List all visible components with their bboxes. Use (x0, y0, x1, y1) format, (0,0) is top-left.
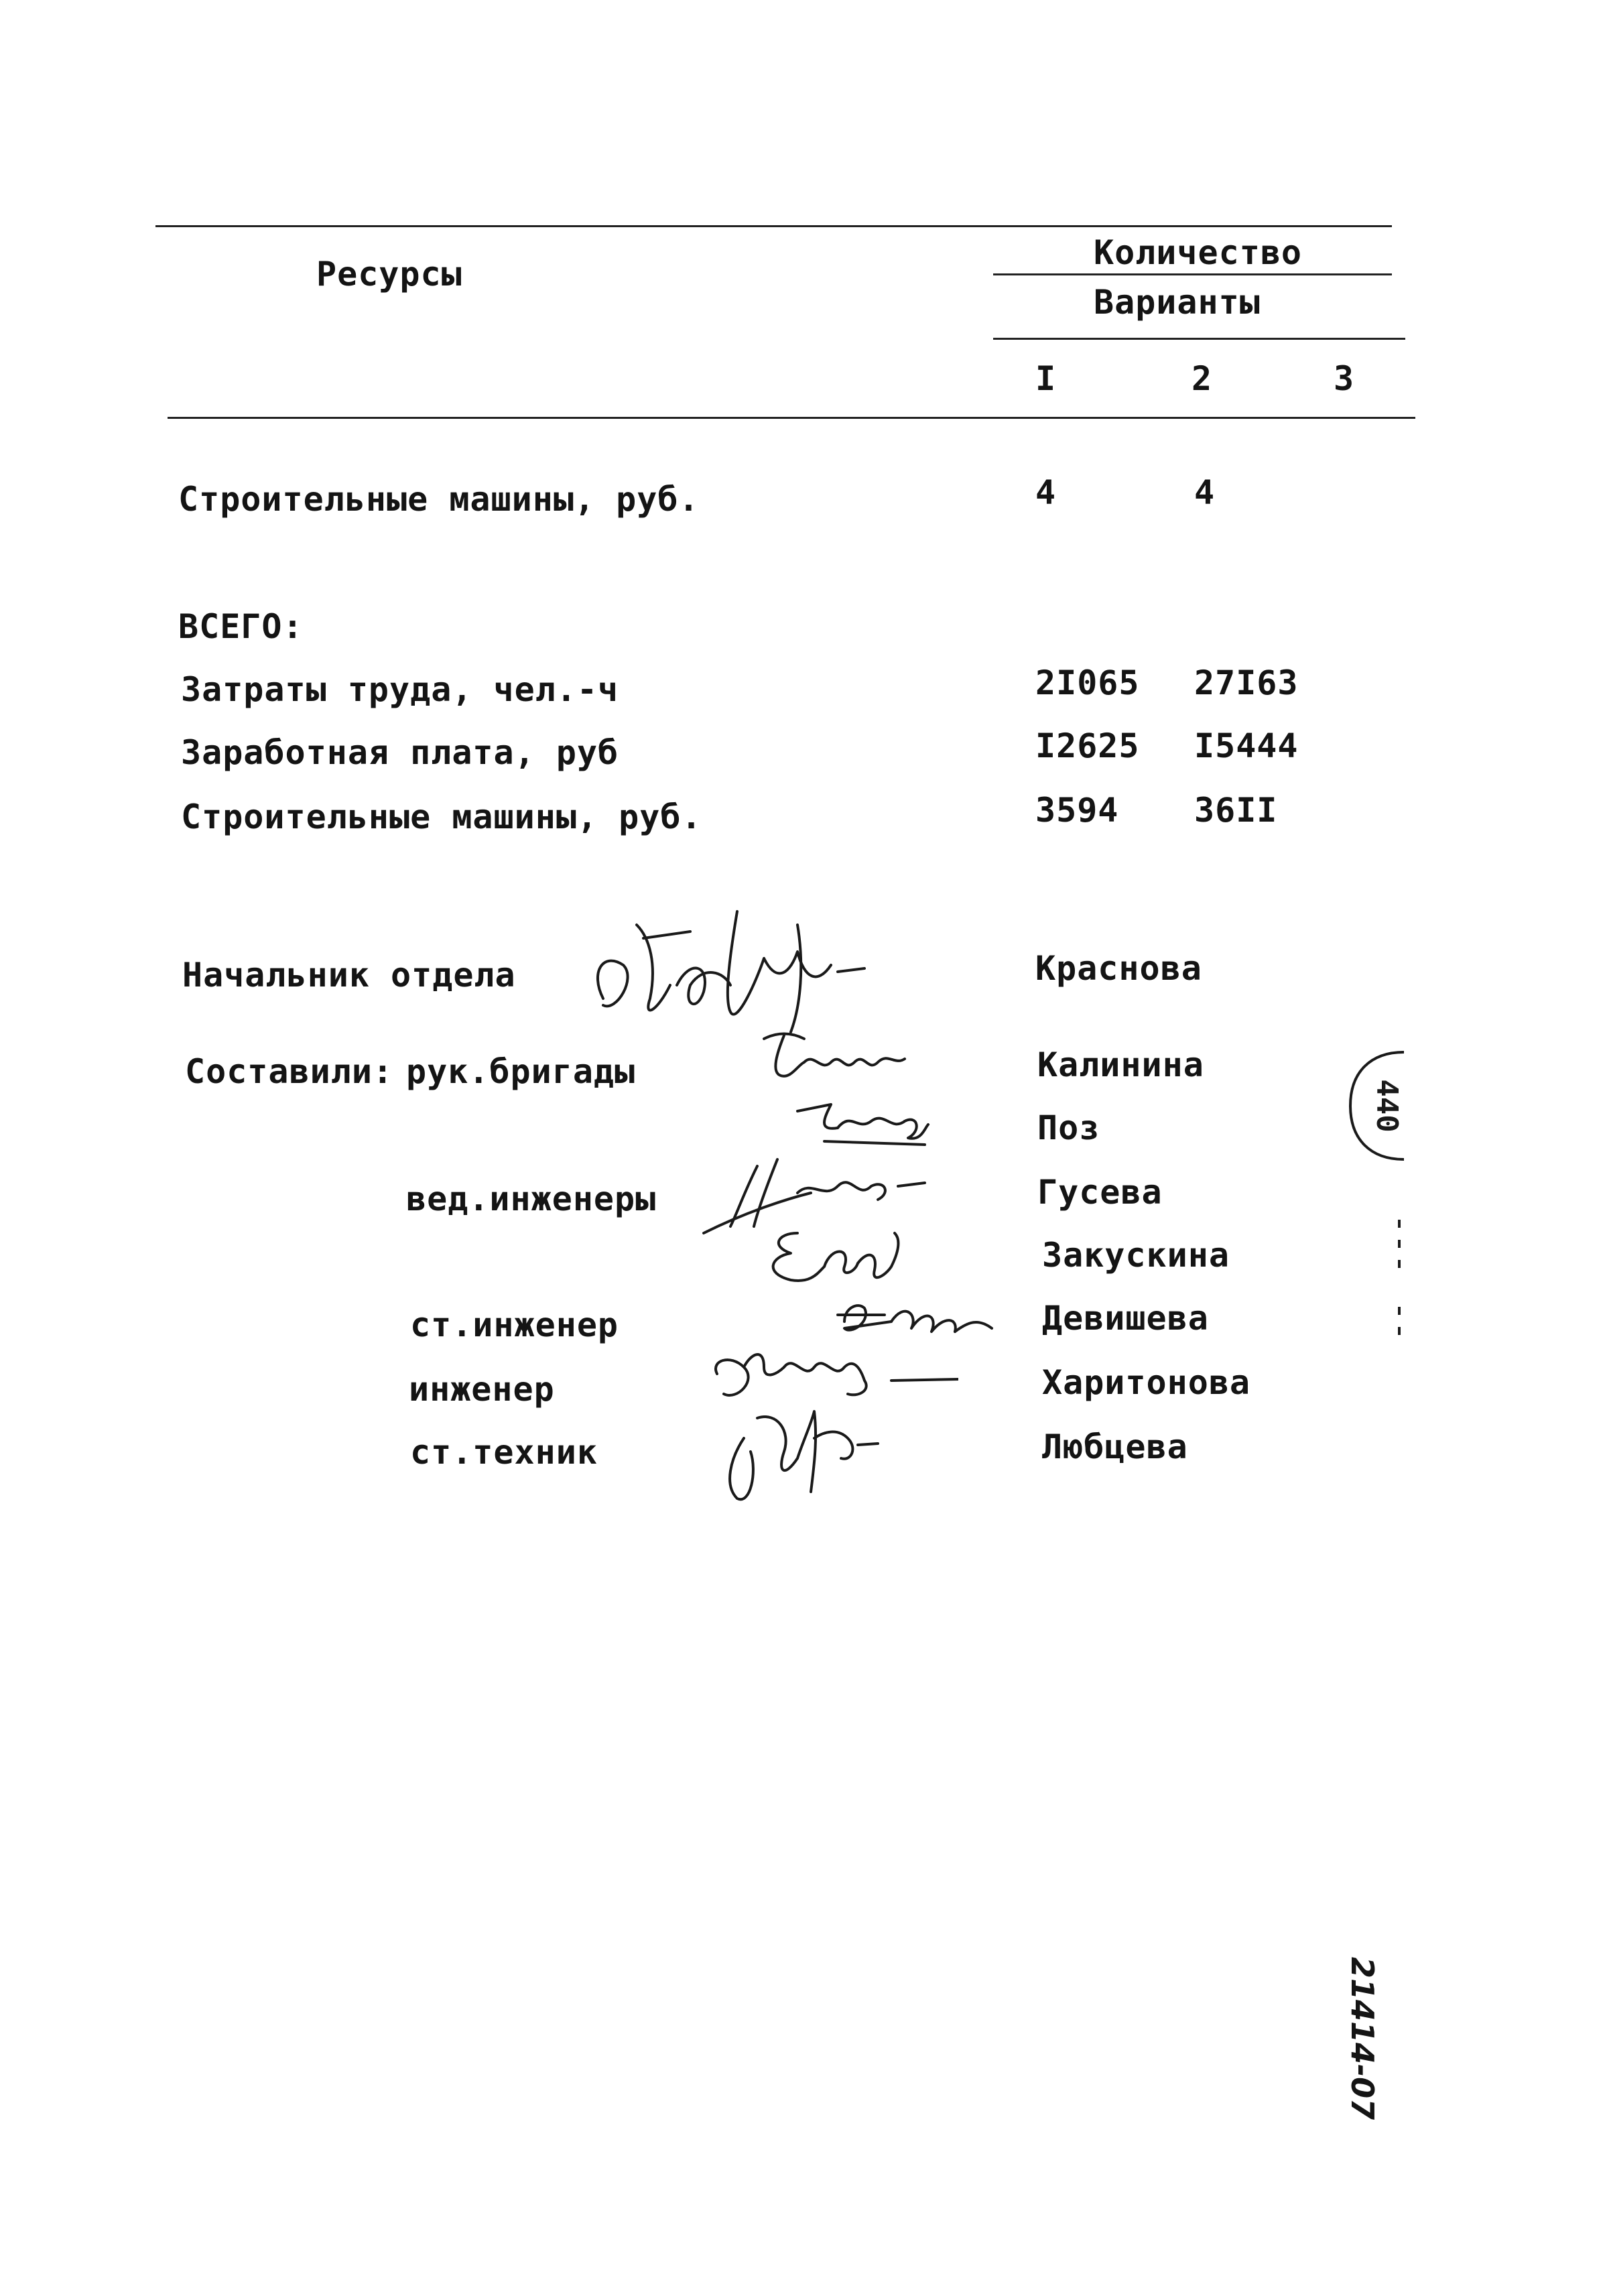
engineer-role: инженер (409, 1370, 555, 1409)
total-label: ВСЕГО: (178, 607, 304, 646)
header-variants-rule (993, 338, 1405, 340)
total-row-value-2: 27I63 (1194, 663, 1299, 702)
total-row-value-2: I5444 (1194, 726, 1299, 765)
senior-engineer-signature (824, 1281, 1005, 1348)
total-row-label: Строительные машины, руб. (181, 798, 702, 836)
header-quantity: Количество (1094, 233, 1303, 272)
row-value-1: 4 (1035, 473, 1057, 512)
brigade-role: рук.бригады (406, 1052, 636, 1091)
total-row-value-1: I2625 (1035, 726, 1140, 765)
header-variants: Варианты (1094, 283, 1261, 322)
margin-stamp-number: 440 (1370, 1079, 1404, 1133)
senior-technician-role: ст.техник (410, 1433, 598, 1472)
compiled-label: Составили: (185, 1052, 394, 1091)
total-row-value-1: 2I065 (1035, 663, 1140, 702)
senior-engineer-role: ст.инженер (410, 1305, 619, 1344)
document-number: 21414-07 (1344, 1957, 1380, 2120)
margin-stamp (1330, 1045, 1424, 1166)
senior-engineer-name: Девишева (1042, 1299, 1209, 1338)
total-row-value-2: 36II (1194, 791, 1278, 830)
brigade-signature-1 (751, 1025, 925, 1086)
header-col-2: 2 (1192, 359, 1213, 398)
head-title: Начальник отдела (182, 956, 516, 995)
header-col-3: 3 (1334, 359, 1355, 398)
header-resources: Ресурсы (316, 255, 462, 294)
margin-dashes (1393, 1213, 1406, 1340)
table-top-rule (155, 225, 1392, 227)
head-name: Краснова (1035, 949, 1202, 988)
senior-technician-name: Любцева (1042, 1427, 1188, 1466)
total-row-value-1: 3594 (1035, 791, 1119, 830)
row-value-2: 4 (1194, 473, 1216, 512)
lead-engineer-name: Гусева (1037, 1173, 1163, 1212)
engineer-name: Харитонова (1042, 1363, 1251, 1402)
brigade-signature-2 (777, 1091, 938, 1151)
total-row-label: Заработная плата, руб (181, 733, 619, 772)
row-label: Строительные машины, руб. (178, 480, 700, 519)
total-row-label: Затраты труда, чел.-ч (181, 670, 619, 709)
header-quantity-rule (993, 273, 1392, 275)
lead-engineer-name: Закускина (1042, 1236, 1230, 1275)
header-bottom-rule (168, 417, 1415, 419)
lead-engineers-role: вед.инженеры (406, 1179, 657, 1218)
brigade-name: Калинина (1037, 1045, 1204, 1084)
header-col-1: I (1035, 359, 1057, 398)
senior-technician-signature (697, 1398, 898, 1512)
brigade-name: Поз (1037, 1108, 1100, 1147)
